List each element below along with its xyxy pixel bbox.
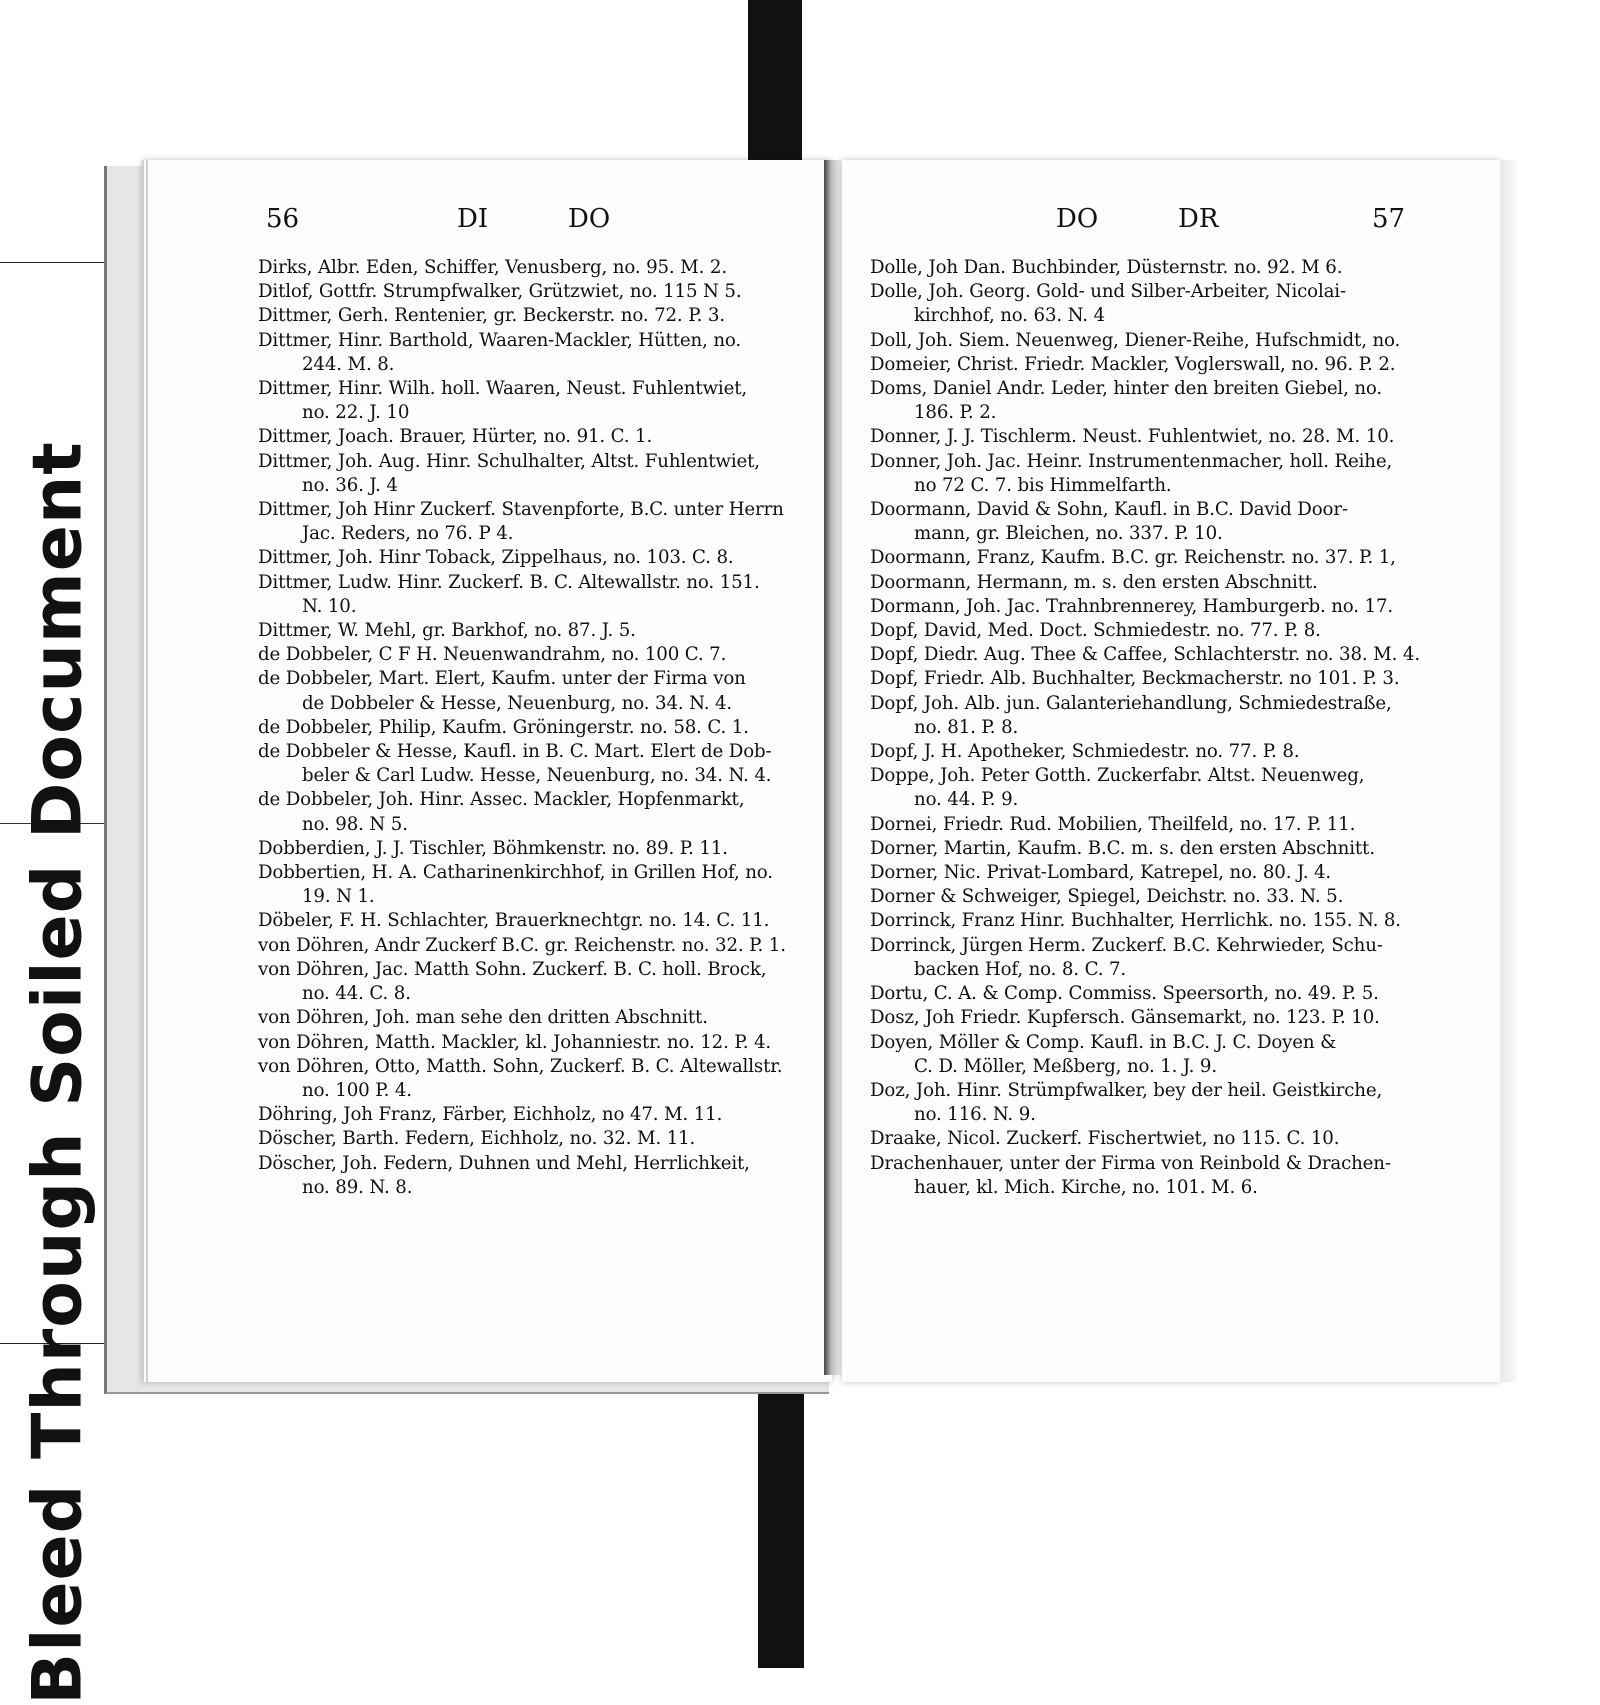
directory-entry: [258, 716, 832, 740]
entry-continuation-line: hauer, kl. Mich. Kirche, no. 101. M. 6.: [914, 1176, 1258, 1198]
entry-line: Dittmer, W. Mehl, gr. Barkhof, no. 87. J. 5.: [258, 620, 636, 642]
entry-line: Dittmer, Joh Hinr Zuckerf. Stavenpforte, B.C. unter Herrn: [258, 499, 784, 521]
directory-entry: [258, 619, 832, 643]
directory-entry: [870, 546, 1470, 570]
entry-continuation-line: no. 44. C. 8.: [302, 983, 411, 1005]
directory-entry: [870, 571, 1470, 595]
entry-line: Donner, J. J. Tischlerm. Neust. Fuhlentwiet, no. 28. M. 10.: [870, 426, 1395, 448]
directory-entry: [870, 1127, 1470, 1151]
entry-continuation-line: no 72 C. 7. bis Himmelfarth.: [914, 474, 1172, 496]
left-page-number: 56: [266, 204, 300, 234]
left-guide-word-end: DO: [568, 204, 611, 234]
directory-entry: [870, 329, 1470, 353]
entry-line: Dittmer, Gerh. Rentenier, gr. Beckerstr. no. 72. P. 3.: [258, 305, 725, 327]
entry-continuation-line: backen Hof, no. 8. C. 7.: [914, 958, 1127, 980]
entry-line: Doll, Joh. Siem. Neuenweg, Diener-Reihe, Hufschmidt, no.: [870, 329, 1401, 351]
right-page-number: 57: [1372, 204, 1406, 234]
directory-entry: [870, 377, 1470, 425]
directory-entry: [258, 958, 832, 1006]
entry-continuation-line: kirchhof, no. 63. N. 4: [914, 305, 1105, 327]
entry-line: Dopf, Joh. Alb. jun. Galanteriehandlung, Schmiedestraße,: [870, 692, 1392, 714]
entry-line: Doormann, Franz, Kaufm. B.C. gr. Reichenstr. no. 37. P. 1,: [870, 547, 1396, 569]
page-edge: [1500, 160, 1516, 1382]
entry-line: de Dobbeler, Philip, Kaufm. Gröningerstr. no. 58. C. 1.: [258, 716, 749, 738]
directory-entry: [870, 740, 1470, 764]
directory-entry: [258, 643, 832, 667]
entry-line: Dornei, Friedr. Rud. Mobilien, Theilfeld, no. 17. P. 11.: [870, 813, 1356, 835]
directory-entry: [258, 837, 832, 861]
entry-continuation-line: no. 98. N 5.: [302, 813, 408, 835]
directory-entry: [258, 1006, 832, 1030]
entry-line: Dittmer, Hinr. Wilh. holl. Waaren, Neust. Fuhlentwiet,: [258, 378, 747, 400]
entry-continuation-line: Jac. Reders, no 76. P 4.: [302, 523, 514, 545]
entry-line: Dopf, J. H. Apotheker, Schmiedestr. no. 77. P. 8.: [870, 741, 1300, 763]
left-page-header: [148, 204, 832, 244]
directory-entry: [870, 498, 1470, 546]
entry-line: Drachenhauer, unter der Firma von Reinbold & Drachen-: [870, 1152, 1391, 1174]
directory-entry: [258, 1055, 832, 1103]
entry-continuation-line: N. 10.: [302, 595, 357, 617]
entry-line: Dosz, Joh Friedr. Kupfersch. Gänsemarkt, no. 123. P. 10.: [870, 1007, 1380, 1029]
entry-line: Dittmer, Joh. Aug. Hinr. Schulhalter, Altst. Fuhlentwiet,: [258, 450, 760, 472]
left-page: [142, 160, 832, 1382]
entry-line: Dormann, Joh. Jac. Trahnbrennerey, Hamburgerb. no. 17.: [870, 595, 1394, 617]
entry-line: Dolle, Joh Dan. Buchbinder, Düsternstr. no. 92. M 6.: [870, 257, 1343, 278]
right-page: [842, 160, 1500, 1382]
directory-entry: [258, 450, 832, 498]
entry-line: Döbeler, F. H. Schlachter, Brauerknechtgr. no. 14. C. 11.: [258, 910, 770, 932]
directory-entry: [870, 909, 1470, 933]
stamp-text: Bleed Through Soiled Document: [18, 441, 98, 1705]
directory-entry: [258, 377, 832, 425]
entry-line: Dopf, Friedr. Alb. Buchhalter, Beckmacherstr. no 101. P. 3.: [870, 668, 1400, 690]
entry-line: Doormann, David & Sohn, Kaufl. in B.C. David Door-: [870, 499, 1348, 521]
directory-entry: [258, 861, 832, 909]
entry-line: Dorrinck, Jürgen Herm. Zuckerf. B.C. Kehrwieder, Schu-: [870, 934, 1383, 956]
directory-entry: [870, 1006, 1470, 1030]
directory-entry: [870, 813, 1470, 837]
directory-entry: [258, 788, 832, 836]
entry-line: Dobberdien, J. J. Tischler, Böhmkenstr. no. 89. P. 11.: [258, 837, 728, 859]
entry-line: von Döhren, Matth. Mackler, kl. Johanniestr. no. 12. P. 4.: [258, 1031, 772, 1053]
entry-line: Dortu, C. A. & Comp. Commiss. Speersorth, no. 49. P. 5.: [870, 983, 1379, 1005]
directory-entry: [258, 1152, 832, 1200]
directory-entry: [258, 740, 832, 788]
entry-line: Döscher, Joh. Federn, Duhnen und Mehl, Herrlichkeit,: [258, 1152, 750, 1174]
entry-line: Dopf, Diedr. Aug. Thee & Caffee, Schlachterstr. no. 38. M. 4.: [870, 644, 1420, 666]
entry-line: Dittmer, Hinr. Barthold, Waaren-Mackler, Hütten, no.: [258, 329, 742, 351]
entry-continuation-line: 244. M. 8.: [302, 353, 395, 375]
directory-entry: [870, 692, 1470, 740]
entry-line: Draake, Nicol. Zuckerf. Fischertwiet, no 115. C. 10.: [870, 1128, 1340, 1150]
left-entry-list: [258, 256, 832, 1200]
right-guide-word-start: DO: [1056, 204, 1099, 234]
entry-line: Doppe, Joh. Peter Gotth. Zuckerfabr. Altst. Neuenweg,: [870, 765, 1365, 787]
directory-entry: [870, 256, 1470, 280]
directory-entry: [258, 304, 832, 328]
directory-entry: [870, 353, 1470, 377]
entry-line: Donner, Joh. Jac. Heinr. Instrumentenmacher, holl. Reihe,: [870, 450, 1393, 472]
entry-line: Dobbertien, H. A. Catharinenkirchhof, in Grillen Hof, no.: [258, 862, 773, 884]
entry-continuation-line: mann, gr. Bleichen, no. 337. P. 10.: [914, 523, 1223, 545]
right-page-header: [842, 204, 1500, 244]
directory-entry: [870, 595, 1470, 619]
directory-entry: [258, 425, 832, 449]
entry-line: von Döhren, Joh. man sehe den dritten Abschnitt.: [258, 1007, 708, 1029]
directory-entry: [258, 909, 832, 933]
entry-line: de Dobbeler, C F H. Neuenwandrahm, no. 100 C. 7.: [258, 644, 727, 666]
entry-line: Ditlof, Gottfr. Strumpfwalker, Grützwiet, no. 115 N 5.: [258, 281, 742, 303]
entry-continuation-line: 19. N 1.: [302, 886, 375, 908]
entry-line: Döscher, Barth. Federn, Eichholz, no. 32. M. 11.: [258, 1128, 696, 1150]
entry-line: de Dobbeler & Hesse, Kaufl. in B. C. Mart. Elert de Dob-: [258, 741, 772, 763]
directory-entry: [870, 837, 1470, 861]
entry-line: von Döhren, Jac. Matth Sohn. Zuckerf. B. C. holl. Brock,: [258, 958, 767, 980]
directory-entry: [258, 934, 832, 958]
directory-entry: [258, 256, 832, 280]
entry-line: Dittmer, Joh. Hinr Toback, Zippelhaus, no. 103. C. 8.: [258, 547, 734, 569]
book-gutter: [824, 160, 842, 1375]
directory-entry: [258, 329, 832, 377]
directory-entry: [870, 982, 1470, 1006]
entry-line: de Dobbeler, Mart. Elert, Kaufm. unter der Firma von: [258, 668, 746, 690]
directory-entry: [870, 1031, 1470, 1079]
entry-line: von Döhren, Otto, Matth. Sohn, Zuckerf. B. C. Altewallstr.: [258, 1055, 783, 1077]
directory-entry: [258, 280, 832, 304]
entry-line: Domeier, Christ. Friedr. Mackler, Voglerswall, no. 96. P. 2.: [870, 353, 1396, 375]
entry-continuation-line: C. D. Möller, Meßberg, no. 1. J. 9.: [914, 1055, 1217, 1077]
directory-entry: [258, 1103, 832, 1127]
entry-line: de Dobbeler, Joh. Hinr. Assec. Mackler, Hopfenmarkt,: [258, 789, 745, 811]
entry-line: Doormann, Hermann, m. s. den ersten Abschnitt.: [870, 571, 1318, 593]
entry-line: Doz, Joh. Hinr. Strümpfwalker, bey der heil. Geistkirche,: [870, 1079, 1383, 1101]
entry-line: Dittmer, Ludw. Hinr. Zuckerf. B. C. Altewallstr. no. 151.: [258, 571, 760, 593]
directory-entry: [258, 571, 832, 619]
directory-entry: [258, 1127, 832, 1151]
directory-entry: [870, 934, 1470, 982]
entry-continuation-line: no. 100 P. 4.: [302, 1079, 412, 1101]
entry-line: Dorner, Martin, Kaufm. B.C. m. s. den ersten Abschnitt.: [870, 837, 1375, 859]
entry-line: von Döhren, Andr Zuckerf B.C. gr. Reichenstr. no. 32. P. 1.: [258, 934, 786, 956]
entry-line: Dorner, Nic. Privat-Lombard, Katrepel, no. 80. J. 4.: [870, 862, 1332, 884]
entry-line: Dopf, David, Med. Doct. Schmiedestr. no. 77. P. 8.: [870, 620, 1321, 642]
directory-entry: [870, 280, 1470, 328]
entry-continuation-line: de Dobbeler & Hesse, Neuenburg, no. 34. N. 4.: [302, 692, 733, 714]
binding-band-top: [748, 0, 802, 162]
directory-entry: [870, 643, 1470, 667]
directory-entry: [258, 1031, 832, 1055]
entry-line: Dolle, Joh. Georg. Gold- und Silber-Arbeiter, Nicolai-: [870, 281, 1346, 303]
entry-line: Döhring, Joh Franz, Färber, Eichholz, no 47. M. 11.: [258, 1104, 723, 1126]
entry-line: Dirks, Albr. Eden, Schiffer, Venusberg, no. 95. M. 2.: [258, 257, 727, 278]
right-entry-list: [870, 256, 1470, 1200]
directory-entry: [870, 885, 1470, 909]
directory-entry: [870, 861, 1470, 885]
directory-entry: [870, 450, 1470, 498]
entry-continuation-line: beler & Carl Ludw. Hesse, Neuenburg, no. 34. N. 4.: [302, 765, 772, 787]
stamp-banner: [0, 262, 110, 1705]
entry-continuation-line: no. 89. N. 8.: [302, 1176, 413, 1198]
directory-entry: [870, 619, 1470, 643]
entry-continuation-line: no. 36. J. 4: [302, 474, 398, 496]
left-guide-word-start: DI: [457, 204, 489, 234]
entry-line: Dorner & Schweiger, Spiegel, Deichstr. no. 33. N. 5.: [870, 886, 1344, 908]
entry-continuation-line: no. 81. P. 8.: [914, 716, 1019, 738]
directory-entry: [870, 1152, 1470, 1200]
directory-entry: [870, 764, 1470, 812]
directory-entry: [870, 1079, 1470, 1127]
entry-line: Dorrinck, Franz Hinr. Buchhalter, Herrlichk. no. 155. N. 8.: [870, 910, 1401, 932]
entry-continuation-line: 186. P. 2.: [914, 402, 997, 424]
right-guide-word-end: DR: [1178, 204, 1219, 234]
entry-continuation-line: no. 116. N. 9.: [914, 1104, 1036, 1126]
directory-entry: [258, 546, 832, 570]
binding-band-bottom: [758, 1368, 804, 1668]
directory-entry: [258, 498, 832, 546]
entry-line: Doms, Daniel Andr. Leder, hinter den breiten Giebel, no.: [870, 378, 1383, 400]
directory-entry: [870, 425, 1470, 449]
entry-continuation-line: no. 44. P. 9.: [914, 789, 1019, 811]
entry-line: Doyen, Möller & Comp. Kaufl. in B.C. J. C. Doyen &: [870, 1031, 1337, 1053]
directory-entry: [870, 667, 1470, 691]
entry-continuation-line: no. 22. J. 10: [302, 402, 410, 424]
entry-line: Dittmer, Joach. Brauer, Hürter, no. 91. C. 1.: [258, 426, 653, 448]
directory-entry: [258, 667, 832, 715]
